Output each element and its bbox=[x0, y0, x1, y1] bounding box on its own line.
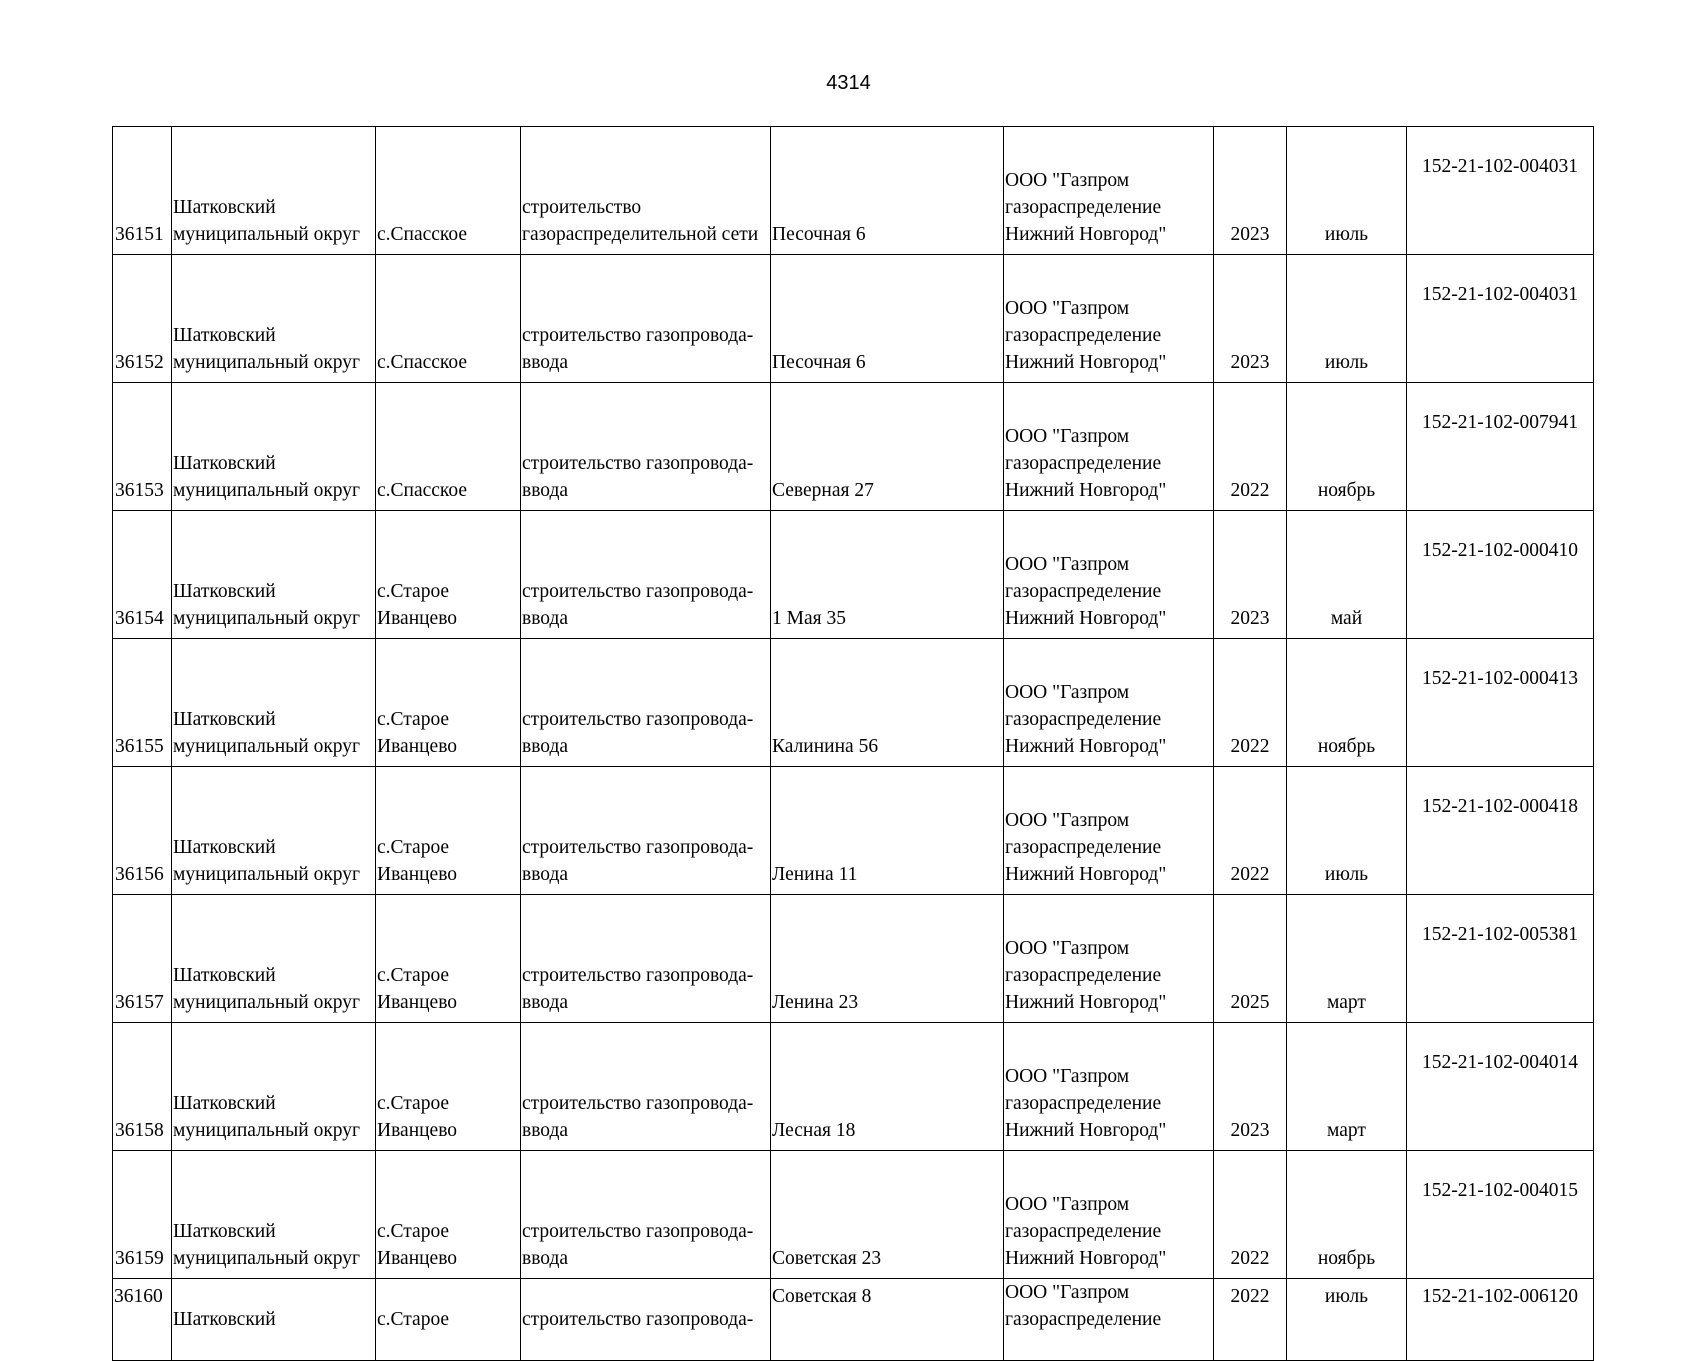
row-number-cell bbox=[113, 767, 172, 895]
row-number-text: 36151 bbox=[115, 224, 164, 245]
organization-line: газораспределение bbox=[1005, 1221, 1162, 1242]
organization-line: газораспределение bbox=[1005, 197, 1162, 218]
organization-line: ООО "Газпром bbox=[1005, 170, 1130, 191]
gas-connection-table bbox=[112, 126, 1594, 1361]
code-cell bbox=[1407, 383, 1594, 511]
organization-line: газораспределение bbox=[1005, 453, 1162, 474]
organization-line: Нижний Новгород" bbox=[1005, 1248, 1167, 1269]
table-row bbox=[113, 767, 1594, 895]
row-number-cell bbox=[113, 383, 172, 511]
organization-cell bbox=[1004, 639, 1214, 767]
address-text: Советская 23 bbox=[772, 1248, 882, 1269]
district-cell bbox=[172, 511, 376, 639]
locality-cell bbox=[376, 639, 521, 767]
month-cell bbox=[1287, 383, 1407, 511]
district-line: Шатковский bbox=[173, 197, 276, 218]
address-cell bbox=[771, 255, 1004, 383]
work-type-line: строительство газопровода- bbox=[522, 1221, 754, 1242]
locality-line: Иванцево bbox=[377, 736, 458, 757]
month-cell bbox=[1287, 639, 1407, 767]
work-type-line: ввода bbox=[522, 736, 569, 757]
row-number-text: 36158 bbox=[115, 1120, 164, 1141]
organization-line: газораспределение bbox=[1005, 837, 1162, 858]
district-cell bbox=[172, 895, 376, 1023]
month-cell bbox=[1287, 767, 1407, 895]
locality-line: с.Спасское bbox=[377, 480, 468, 501]
work-type-line: строительство газопровода- bbox=[522, 709, 754, 730]
code-text: 152-21-102-000418 bbox=[1422, 796, 1578, 817]
address-cell bbox=[771, 1023, 1004, 1151]
work-type-cell bbox=[521, 1023, 771, 1151]
organization-line: ООО "Газпром bbox=[1005, 1066, 1130, 1087]
district-line: Шатковский bbox=[173, 581, 276, 602]
district-cell bbox=[172, 1023, 376, 1151]
row-number-text: 36160 bbox=[114, 1286, 163, 1307]
organization-line: газораспределение bbox=[1005, 581, 1162, 602]
district-line: Шатковский bbox=[173, 453, 276, 474]
row-number-cell bbox=[113, 895, 172, 1023]
code-text: 152-21-102-000410 bbox=[1422, 540, 1578, 561]
work-type-cell bbox=[521, 127, 771, 255]
district-line: муниципальный округ bbox=[173, 864, 361, 885]
work-type-line: строительство газопровода- bbox=[522, 1093, 754, 1114]
month-cell bbox=[1287, 1279, 1407, 1361]
work-type-line: строительство газопровода- bbox=[522, 581, 754, 602]
district-cell bbox=[172, 383, 376, 511]
organization-line: газораспределение bbox=[1005, 1309, 1162, 1330]
district-cell bbox=[172, 1279, 376, 1361]
year-cell bbox=[1214, 127, 1287, 255]
organization-line: Нижний Новгород" bbox=[1005, 224, 1167, 245]
address-text: Северная 27 bbox=[772, 480, 874, 501]
address-text: Советская 8 bbox=[772, 1286, 872, 1307]
month-cell bbox=[1287, 511, 1407, 639]
address-cell bbox=[771, 1279, 1004, 1361]
locality-cell bbox=[376, 511, 521, 639]
locality-line: Иванцево bbox=[377, 1120, 458, 1141]
table-row bbox=[113, 255, 1594, 383]
locality-line: с.Старое bbox=[377, 1093, 450, 1114]
code-cell bbox=[1407, 895, 1594, 1023]
locality-cell bbox=[376, 255, 521, 383]
locality-line: с.Старое bbox=[377, 837, 450, 858]
locality-line: Иванцево bbox=[377, 864, 458, 885]
table-row bbox=[113, 127, 1594, 255]
address-cell bbox=[771, 895, 1004, 1023]
district-line: Шатковский bbox=[173, 1093, 276, 1114]
row-number-text: 36155 bbox=[115, 736, 164, 757]
district-cell bbox=[172, 639, 376, 767]
organization-line: ООО "Газпром bbox=[1005, 938, 1130, 959]
organization-cell bbox=[1004, 383, 1214, 511]
month-text: май bbox=[1330, 608, 1363, 629]
month-cell bbox=[1287, 1151, 1407, 1279]
organization-cell bbox=[1004, 127, 1214, 255]
work-type-cell bbox=[521, 639, 771, 767]
organization-line: Нижний Новгород" bbox=[1005, 1120, 1167, 1141]
year-cell bbox=[1214, 1279, 1287, 1361]
table-row bbox=[113, 1279, 1594, 1361]
work-type-cell bbox=[521, 511, 771, 639]
table-row bbox=[113, 511, 1594, 639]
locality-cell bbox=[376, 127, 521, 255]
organization-cell bbox=[1004, 1279, 1214, 1361]
month-cell bbox=[1287, 255, 1407, 383]
organization-cell bbox=[1004, 511, 1214, 639]
year-cell bbox=[1214, 255, 1287, 383]
organization-line: ООО "Газпром bbox=[1005, 810, 1130, 831]
district-line: муниципальный округ bbox=[173, 352, 361, 373]
year-cell bbox=[1214, 895, 1287, 1023]
organization-cell bbox=[1004, 895, 1214, 1023]
code-cell bbox=[1407, 767, 1594, 895]
organization-line: ООО "Газпром bbox=[1005, 426, 1130, 447]
organization-cell bbox=[1004, 1023, 1214, 1151]
work-type-cell bbox=[521, 1279, 771, 1361]
district-line: муниципальный округ bbox=[173, 992, 361, 1013]
work-type-line: ввода bbox=[522, 1248, 569, 1269]
code-text: 152-21-102-006120 bbox=[1422, 1286, 1578, 1307]
work-type-line: строительство газопровода- bbox=[522, 453, 754, 474]
district-line: муниципальный округ bbox=[173, 480, 361, 501]
organization-line: Нижний Новгород" bbox=[1005, 608, 1167, 629]
code-cell bbox=[1407, 1023, 1594, 1151]
district-line: муниципальный округ bbox=[173, 1248, 361, 1269]
row-number-cell bbox=[113, 1279, 172, 1361]
work-type-line: строительство газопровода- bbox=[522, 1309, 754, 1330]
work-type-line: строительство газопровода- bbox=[522, 965, 754, 986]
organization-line: Нижний Новгород" bbox=[1005, 992, 1167, 1013]
address-cell bbox=[771, 767, 1004, 895]
organization-line: Нижний Новгород" bbox=[1005, 480, 1167, 501]
district-line: Шатковский bbox=[173, 1309, 276, 1330]
locality-line: с.Старое bbox=[377, 965, 450, 986]
district-line: муниципальный округ bbox=[173, 736, 361, 757]
organization-line: газораспределение bbox=[1005, 965, 1162, 986]
district-line: Шатковский bbox=[173, 1221, 276, 1242]
code-text: 152-21-102-004031 bbox=[1422, 156, 1578, 177]
month-text: июль bbox=[1324, 352, 1369, 373]
address-text: Ленина 11 bbox=[772, 864, 858, 885]
code-text: 152-21-102-004015 bbox=[1422, 1180, 1578, 1201]
work-type-cell bbox=[521, 1151, 771, 1279]
code-cell bbox=[1407, 511, 1594, 639]
year-text: 2023 bbox=[1230, 352, 1270, 373]
row-number-text: 36157 bbox=[115, 992, 164, 1013]
row-number-text: 36159 bbox=[115, 1248, 164, 1269]
table-row bbox=[113, 1151, 1594, 1279]
month-text: март bbox=[1327, 992, 1366, 1013]
work-type-line: строительство газопровода- bbox=[522, 837, 754, 858]
organization-line: Нижний Новгород" bbox=[1005, 352, 1167, 373]
row-number-cell bbox=[113, 1151, 172, 1279]
table-row bbox=[113, 895, 1594, 1023]
code-text: 152-21-102-000413 bbox=[1422, 668, 1578, 689]
locality-line: с.Спасское bbox=[377, 224, 468, 245]
organization-line: ООО "Газпром bbox=[1005, 554, 1130, 575]
locality-line: с.Старое bbox=[377, 1309, 450, 1330]
district-line: муниципальный округ bbox=[173, 1120, 361, 1141]
code-text: 152-21-102-007941 bbox=[1422, 412, 1578, 433]
month-cell bbox=[1287, 1023, 1407, 1151]
address-text: Песочная 6 bbox=[772, 224, 866, 245]
code-cell bbox=[1407, 1151, 1594, 1279]
work-type-line: строительство bbox=[522, 197, 642, 218]
organization-line: Нижний Новгород" bbox=[1005, 864, 1167, 885]
organization-line: газораспределение bbox=[1005, 1093, 1162, 1114]
month-text: ноябрь bbox=[1317, 480, 1376, 501]
code-cell bbox=[1407, 255, 1594, 383]
organization-cell bbox=[1004, 255, 1214, 383]
locality-cell bbox=[376, 767, 521, 895]
year-text: 2022 bbox=[1230, 1248, 1270, 1269]
code-text: 152-21-102-004014 bbox=[1422, 1052, 1578, 1073]
locality-cell bbox=[376, 895, 521, 1023]
page-number: 4314 bbox=[826, 72, 871, 94]
row-number-cell bbox=[113, 1023, 172, 1151]
address-text: Песочная 6 bbox=[772, 352, 866, 373]
month-text: март bbox=[1327, 1120, 1366, 1141]
locality-cell bbox=[376, 1023, 521, 1151]
month-cell bbox=[1287, 895, 1407, 1023]
address-cell bbox=[771, 511, 1004, 639]
locality-line: с.Старое bbox=[377, 581, 450, 602]
address-cell bbox=[771, 1151, 1004, 1279]
locality-line: с.Спасское bbox=[377, 352, 468, 373]
year-text: 2022 bbox=[1230, 480, 1270, 501]
district-line: муниципальный округ bbox=[173, 224, 361, 245]
organization-line: ООО "Газпром bbox=[1005, 682, 1130, 703]
month-text: ноябрь bbox=[1317, 1248, 1376, 1269]
locality-cell bbox=[376, 1279, 521, 1361]
district-line: муниципальный округ bbox=[173, 608, 361, 629]
year-text: 2022 bbox=[1230, 736, 1270, 757]
row-number-cell bbox=[113, 639, 172, 767]
organization-line: газораспределение bbox=[1005, 709, 1162, 730]
locality-line: с.Старое bbox=[377, 709, 450, 730]
code-text: 152-21-102-005381 bbox=[1422, 924, 1578, 945]
year-cell bbox=[1214, 383, 1287, 511]
row-number-text: 36154 bbox=[115, 608, 164, 629]
year-text: 2023 bbox=[1230, 608, 1270, 629]
locality-line: Иванцево bbox=[377, 1248, 458, 1269]
address-cell bbox=[771, 127, 1004, 255]
address-text: 1 Мая 35 bbox=[772, 608, 846, 629]
table-row bbox=[113, 1023, 1594, 1151]
district-line: Шатковский bbox=[173, 965, 276, 986]
year-text: 2025 bbox=[1230, 992, 1270, 1013]
work-type-line: ввода bbox=[522, 480, 569, 501]
address-cell bbox=[771, 383, 1004, 511]
code-cell bbox=[1407, 1279, 1594, 1361]
row-number-text: 36152 bbox=[115, 352, 164, 373]
month-text: июль bbox=[1324, 1286, 1369, 1307]
locality-line: с.Старое bbox=[377, 1221, 450, 1242]
year-text: 2023 bbox=[1230, 1120, 1270, 1141]
year-text: 2023 bbox=[1230, 224, 1270, 245]
organization-line: Нижний Новгород" bbox=[1005, 736, 1167, 757]
work-type-line: ввода bbox=[522, 992, 569, 1013]
work-type-cell bbox=[521, 255, 771, 383]
table-row bbox=[113, 383, 1594, 511]
organization-cell bbox=[1004, 767, 1214, 895]
code-cell bbox=[1407, 127, 1594, 255]
organization-line: газораспределение bbox=[1005, 325, 1162, 346]
locality-line: Иванцево bbox=[377, 608, 458, 629]
work-type-cell bbox=[521, 895, 771, 1023]
district-line: Шатковский bbox=[173, 325, 276, 346]
district-cell bbox=[172, 255, 376, 383]
organization-line: ООО "Газпром bbox=[1005, 1282, 1130, 1303]
code-text: 152-21-102-004031 bbox=[1422, 284, 1578, 305]
work-type-line: строительство газопровода- bbox=[522, 325, 754, 346]
locality-line: Иванцево bbox=[377, 992, 458, 1013]
organization-line: ООО "Газпром bbox=[1005, 298, 1130, 319]
year-cell bbox=[1214, 639, 1287, 767]
district-cell bbox=[172, 1151, 376, 1279]
row-number-text: 36156 bbox=[115, 864, 164, 885]
month-text: июль bbox=[1324, 224, 1369, 245]
year-text: 2022 bbox=[1230, 864, 1270, 885]
row-number-text: 36153 bbox=[115, 480, 164, 501]
address-text: Калинина 56 bbox=[772, 736, 879, 757]
district-line: Шатковский bbox=[173, 837, 276, 858]
work-type-line: ввода bbox=[522, 1120, 569, 1141]
district-line: Шатковский bbox=[173, 709, 276, 730]
year-cell bbox=[1214, 1023, 1287, 1151]
month-cell bbox=[1287, 127, 1407, 255]
locality-cell bbox=[376, 1151, 521, 1279]
address-text: Лесная 18 bbox=[772, 1120, 856, 1141]
organization-cell bbox=[1004, 1151, 1214, 1279]
address-cell bbox=[771, 639, 1004, 767]
code-cell bbox=[1407, 639, 1594, 767]
work-type-cell bbox=[521, 383, 771, 511]
row-number-cell bbox=[113, 127, 172, 255]
organization-line: ООО "Газпром bbox=[1005, 1194, 1130, 1215]
locality-cell bbox=[376, 383, 521, 511]
work-type-line: ввода bbox=[522, 352, 569, 373]
row-number-cell bbox=[113, 511, 172, 639]
year-cell bbox=[1214, 767, 1287, 895]
month-text: июль bbox=[1324, 864, 1369, 885]
work-type-cell bbox=[521, 767, 771, 895]
district-cell bbox=[172, 127, 376, 255]
row-number-cell bbox=[113, 255, 172, 383]
district-cell bbox=[172, 767, 376, 895]
address-text: Ленина 23 bbox=[772, 992, 859, 1013]
work-type-line: ввода bbox=[522, 608, 569, 629]
year-cell bbox=[1214, 511, 1287, 639]
year-cell bbox=[1214, 1151, 1287, 1279]
year-text: 2022 bbox=[1230, 1286, 1270, 1307]
work-type-line: ввода bbox=[522, 864, 569, 885]
table-row bbox=[113, 639, 1594, 767]
work-type-line: газораспределительной сети bbox=[522, 224, 759, 245]
month-text: ноябрь bbox=[1317, 736, 1376, 757]
